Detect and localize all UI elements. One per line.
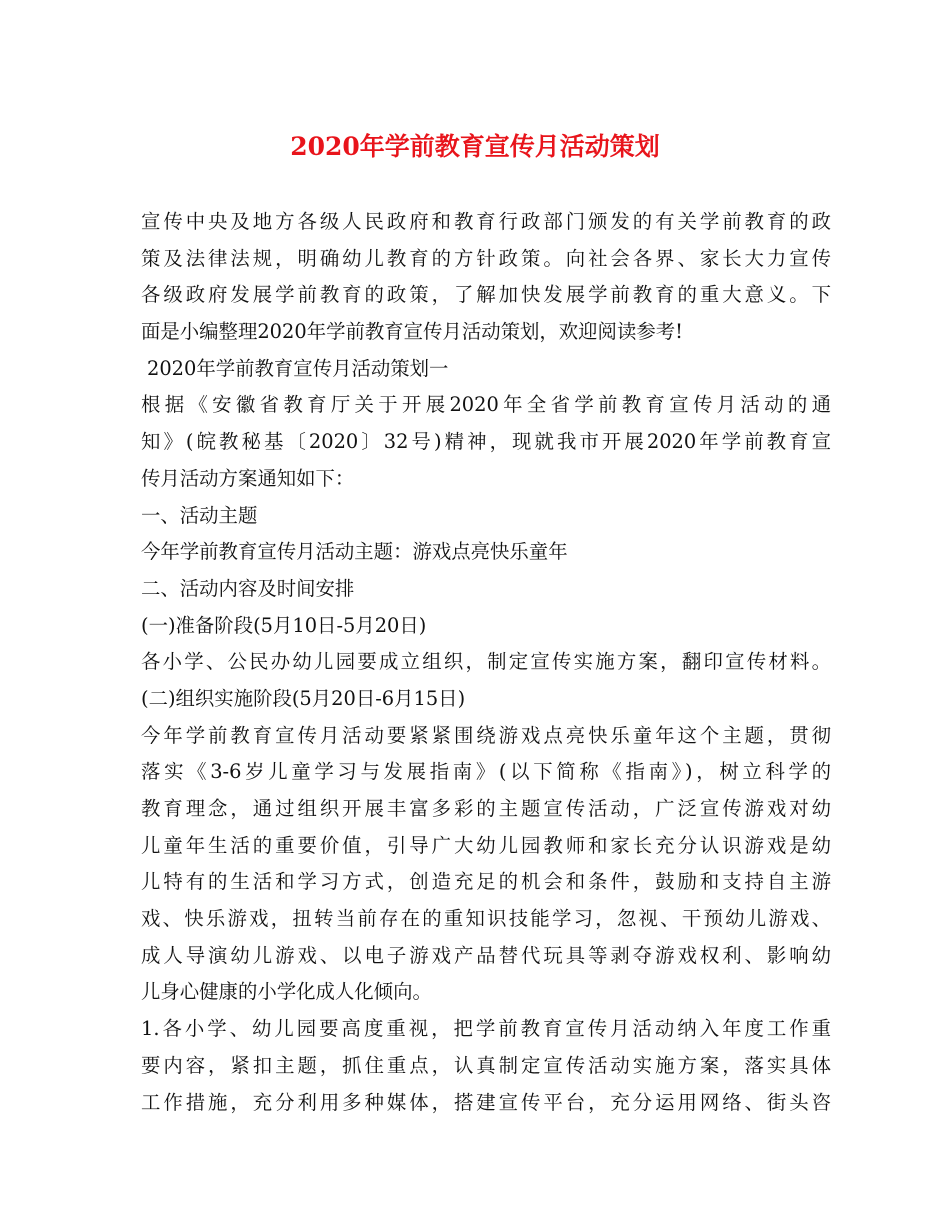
section-heading: 二、活动内容及时间安排: [141, 576, 355, 600]
body-line: 工作措施，充分利用多种媒体，搭建宣传平台，充分运用网络、街头咨: [141, 1090, 831, 1114]
body-line: 知》(皖教秘基〔2020〕32号)精神，现就我市开展2020年学前教育宣: [141, 430, 831, 454]
body-line: 落实《3-6岁儿童学习与发展指南》(以下简称《指南》)，树立科学的: [141, 760, 831, 784]
body-line: 面是小编整理2020年学前教育宣传月活动策划，欢迎阅读参考!: [141, 320, 683, 344]
body-line: 儿特有的生活和学习方式，创造充足的机会和条件，鼓励和支持自主游: [141, 870, 831, 894]
section-heading: 2020年学前教育宣传月活动策划一: [147, 356, 449, 380]
body-line: 各级政府发展学前教育的政策，了解加快发展学前教育的重大意义。下: [141, 283, 831, 307]
document-title: 2020年学前教育宣传月活动策划: [290, 132, 660, 161]
body-line: 策及法律法规，明确幼儿教育的方针政策。向社会各界、家长大力宣传: [141, 246, 831, 270]
body-line: 传月活动方案通知如下：: [141, 466, 355, 490]
body-line: 今年学前教育宣传月活动要紧紧围绕游戏点亮快乐童年这个主题，贯彻: [141, 723, 831, 747]
body-line: 儿童年生活的重要价值，引导广大幼儿园教师和家长充分认识游戏是幼: [141, 833, 831, 857]
body-line: 今年学前教育宣传月活动主题：游戏点亮快乐童年: [141, 540, 568, 564]
body-line: 要内容，紧扣主题，抓住重点，认真制定宣传活动实施方案，落实具体: [141, 1053, 831, 1077]
subsection-heading: (二)组织实施阶段(5月20日-6月15日): [141, 686, 466, 710]
body-line: 1.各小学、幼儿园要高度重视，把学前教育宣传月活动纳入年度工作重: [141, 1017, 831, 1041]
body-line: 儿身心健康的小学化成人化倾向。: [141, 980, 432, 1004]
subsection-heading: (一)准备阶段(5月10日-5月20日): [141, 613, 427, 637]
body-line: 宣传中央及地方各级人民政府和教育行政部门颁发的有关学前教育的政: [141, 210, 831, 233]
document-body: [141, 204, 831, 1121]
section-heading: 一、活动主题: [141, 503, 258, 527]
body-line: 教育理念，通过组织开展丰富多彩的主题宣传活动，广泛宣传游戏对幼: [141, 797, 831, 820]
body-line: 戏、快乐游戏，扭转当前存在的重知识技能学习，忽视、干预幼儿游戏、: [141, 907, 831, 931]
body-line: 根据《安徽省教育厅关于开展2020年全省学前教育宣传月活动的通: [141, 393, 831, 417]
body-line: 成人导演幼儿游戏、以电子游戏产品替代玩具等剥夺游戏权利、影响幼: [141, 943, 831, 967]
body-line: 各小学、公民办幼儿园要成立组织，制定宣传实施方案，翻印宣传材料。: [141, 650, 831, 674]
